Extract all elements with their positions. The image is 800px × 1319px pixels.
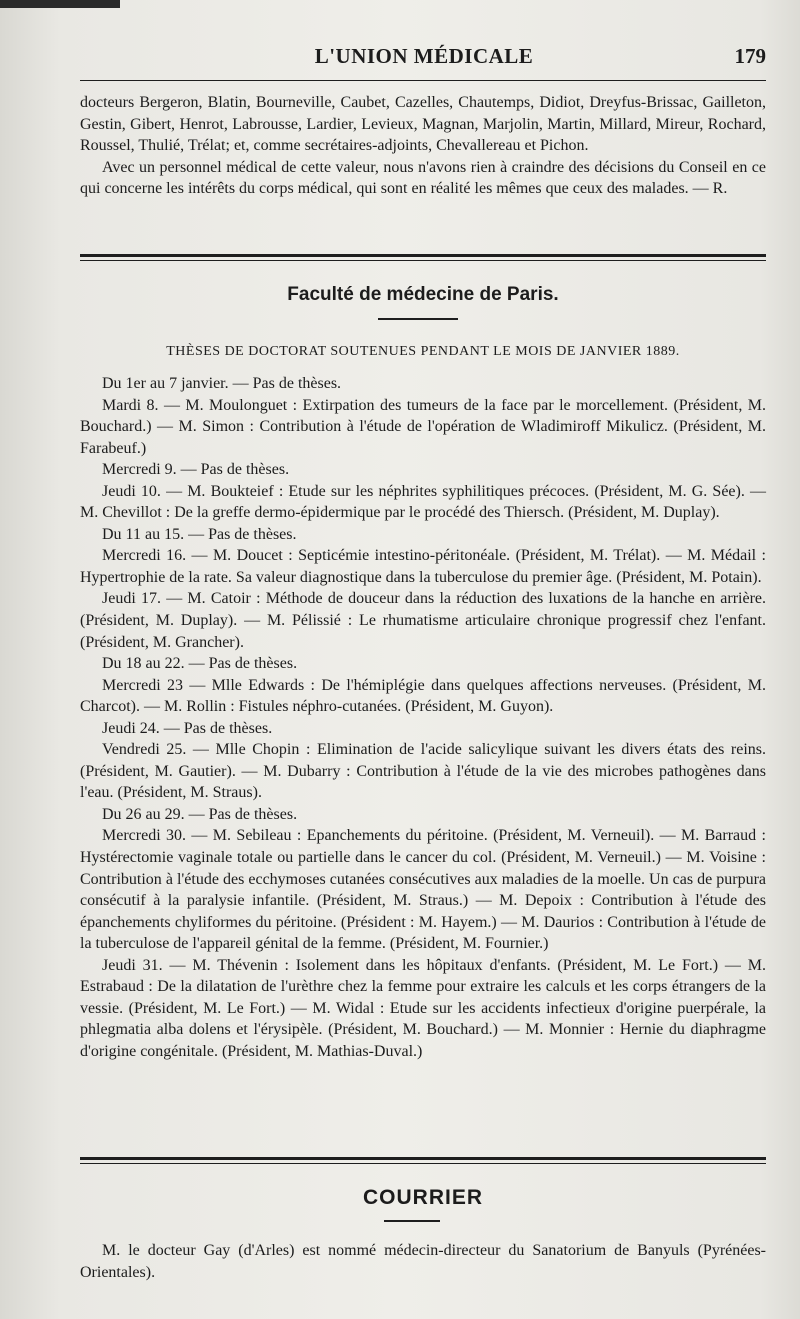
- faculte-section-title: Faculté de médecine de Paris.: [287, 284, 559, 305]
- header-rule: [80, 80, 766, 81]
- faculte-title-rule: [378, 318, 458, 320]
- page-header: [82, 40, 766, 74]
- running-title: L'UNION MÉDICALE: [314, 44, 534, 68]
- scan-edge-mark: [0, 0, 120, 8]
- theses-heading: THÈSES DE DOCTORAT SOUTENUES PENDANT LE MOIS DE JANVIER 1889.: [166, 344, 680, 359]
- thesis-entry: Du 11 au 15. — Pas de thèses.: [102, 525, 297, 543]
- intro-paragraph-2: Avec un personnel médical de cette valeur, nous n'avons rien à craindre des décisions du Conseil en ce qui concerne les intérêts du corps médical, qui sont en réalité les mêmes que ceux des malades. — R.: [80, 158, 766, 198]
- thesis-list: [80, 373, 766, 1063]
- thesis-entry: Du 18 au 22. — Pas de thèses.: [102, 655, 298, 673]
- thesis-entry: Vendredi 25. — Mlle Chopin : Elimination de l'acide salicylique suivant les divers états des reins. (Président, M. Gautier). — M. Dubarry : Contribution à l'étude de la vie des microbes pathogènes dans l'eau. (Président, M. Straus).: [80, 741, 766, 802]
- thesis-entry: Du 1er au 7 janvier. — Pas de thèses.: [102, 375, 342, 392]
- thesis-entry: Mercredi 23 — Mlle Edwards : De l'hémiplégie dans quelques affections nerveuses. (Président, M. Charcot). — M. Rollin : Fistules néphro-cutanées. (Président, M. Guyon).: [80, 676, 766, 716]
- intro-paragraph-1: docteurs Bergeron, Blatin, Bourneville, Caubet, Cazelles, Chautemps, Didiot, Dreyfus-Brissac, Gailleton, Gestin, Gibert, Henrot, Labrousse, Lardier, Levieux, Magnan, Marjolin, Martin, Millard, Mireur, Rochard, Roussel, Thulié, Trélat; et, comme secrétaires-adjoints, Chevallereau et Pichon.: [80, 94, 766, 155]
- courrier-section: [80, 1240, 766, 1283]
- thesis-entry: Mercredi 16. — M. Doucet : Septicémie intestino-péritonéale. (Président, M. Trélat). — M. Médail : Hypertrophie de la rate. Sa valeur diagnostique dans la tuberculose du premier âge. (Président, M. Potain).: [80, 547, 766, 586]
- courrier-paragraph: M. le docteur Gay (d'Arles) est nommé médecin-directeur du Sanatorium de Banyuls (Pyrénées-Orientales).: [80, 1242, 766, 1281]
- section-separator-thick: [80, 1157, 766, 1160]
- thesis-entry: Jeudi 17. — M. Catoir : Méthode de douceur dans la réduction des luxations de la hanche en arrière. (Président, M. Duplay). — M. Pélissié : Le rhumatisme articulaire chronique progressif chez l'enfant. (Président, M. Grancher).: [80, 590, 766, 651]
- thesis-entry: Mercredi 30. — M. Sebileau : Epanchements du péritoine. (Président, M. Verneuil). — M. Barraud : Hystérectomie vaginale totale ou partielle dans le cancer du col. (Président, M. Verneuil.) — M. Voisine : Contribution à l'étude des ecchymoses cutanées consécutives aux maladies de la moelle. Un cas de purpura consécutif à la paralysie infantile. (Président, M. Straus.) — M. Depoix : Contribution à l'étude des épanchements chyliformes du péritoine. (Président : M. Hayem.) — M. Daurios : Contribution à l'étude de la tuberculose de l'appareil génital de la femme. (Président, M. Fournier.): [80, 827, 766, 953]
- thesis-entry: Du 26 au 29. — Pas de thèses.: [102, 805, 298, 823]
- intro-section: [80, 92, 766, 200]
- section-separator-thick: [80, 254, 766, 257]
- page-number: 179: [734, 44, 766, 68]
- thesis-entry: Jeudi 10. — M. Boukteief : Etude sur les néphrites syphilitiques précoces. (Président, M. G. Sée). — M. Chevillot : De la greffe dermo-épidermique par le procédé des Thiersch. (Président, M. Duplay).: [80, 482, 766, 522]
- section-separator-thin: [80, 260, 766, 261]
- thesis-entry: Jeudi 24. — Pas de thèses.: [102, 719, 273, 737]
- thesis-entry: Jeudi 31. — M. Thévenin : Isolement dans les hôpitaux d'enfants. (Président, M. Le Fort.) — M. Estrabaud : De la dilatation de l'urèthre chez la femme pour extraire les calculs et les corps étrangers de la vessie. (Président, M. Le Fort.) — M. Widal : Etude sur les accidents infectieux d'origine puerpérale, la phlegmatia alba dolens et l'érysipèle. (Président, M. Bouchard.) — M. Monnier : Hernie du diaphragme d'origine congénitale. (Président, M. Mathias-Duval.): [80, 956, 766, 1060]
- courrier-section-title: COURRIER: [362, 1186, 483, 1209]
- thesis-entry: Mardi 8. — M. Moulonguet : Extirpation des tumeurs de la face par le morcellement. (Président, M. Bouchard.) — M. Simon : Contribution à l'étude de l'opération de Wladimiroff Mikulicz. (Président, M. Farabeuf.): [80, 396, 766, 457]
- section-separator-thin: [80, 1163, 766, 1164]
- thesis-entry: Mercredi 9. — Pas de thèses.: [102, 461, 290, 479]
- courrier-title-rule: [384, 1220, 440, 1222]
